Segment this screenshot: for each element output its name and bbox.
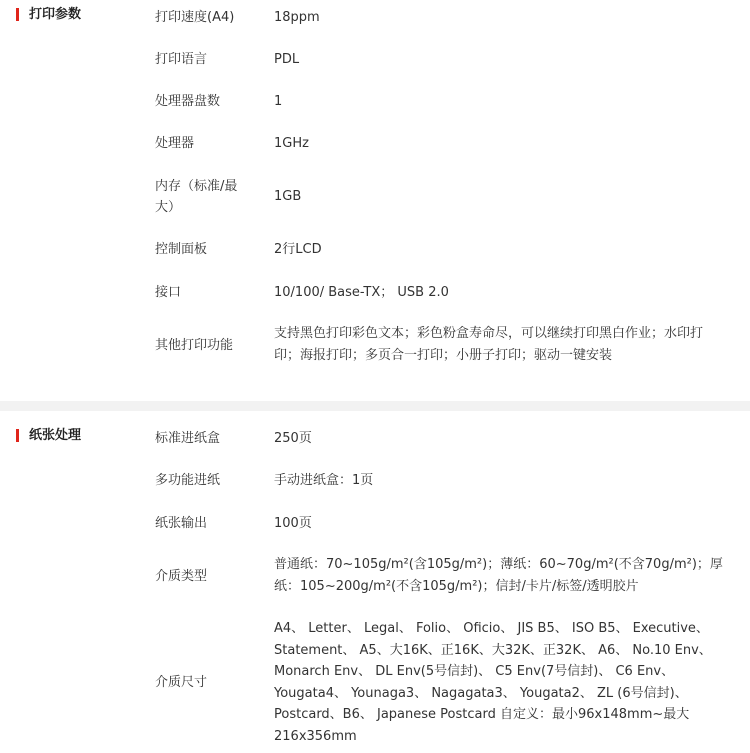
- spec-value: 1GHz: [274, 136, 309, 151]
- spec-label: 纸张输出: [155, 516, 208, 531]
- spec-value: 2行LCD: [274, 242, 322, 257]
- spec-label: 处理器盘数: [155, 94, 221, 109]
- spec-label: 接口: [155, 285, 182, 300]
- section-title: [16, 6, 81, 24]
- spec-value: 1GB: [274, 189, 302, 204]
- spec-value: 支持黑色打印彩色文本；彩色粉盒寿命尽，可以继续打印黑白作业；水印打印；海报打印；多页合一打印；小册子打印；驱动一键安装: [274, 326, 704, 363]
- spec-value: PDL: [274, 52, 300, 67]
- spec-value: 100页: [274, 516, 312, 531]
- section-title-text: 打印参数: [29, 7, 82, 22]
- section-divider: [0, 401, 750, 411]
- spec-label: 内存（标准/最大）: [155, 179, 238, 215]
- spec-value: 手动进纸盒：1页: [274, 473, 374, 488]
- section-paper-handling: [0, 411, 750, 753]
- section-title-text: 纸张处理: [29, 428, 82, 443]
- spec-label: 控制面板: [155, 242, 208, 257]
- spec-value: 18ppm: [274, 10, 320, 25]
- spec-value: 普通纸：70~105g/m²(含105g/m²)；薄纸：60~70g/m²(不含70g/m²)；厚纸：105~200g/m²(不含105g/m²)；信封/卡片/标签/透明胶片: [274, 557, 723, 594]
- spec-label: 处理器: [155, 136, 195, 151]
- accent-bar: [16, 429, 19, 442]
- spec-label: 其他打印功能: [155, 338, 234, 353]
- spec-label: 标准进纸盒: [155, 431, 221, 446]
- spec-value: 250页: [274, 431, 312, 446]
- spec-value: 1: [274, 94, 283, 109]
- spec-value: 10/100/ Base-TX； USB 2.0: [274, 285, 449, 300]
- spec-label: 介质类型: [155, 569, 208, 584]
- spec-label: 打印速度(A4): [155, 10, 235, 25]
- spec-label: 介质尺寸: [155, 675, 208, 690]
- spec-value: A4、 Letter、 Legal、 Folio、 Oficio、 JIS B5、 ISO B5、 Executive、 Statement、 A5、大16K、正16K、大32K、正32K、 A6、 No.10 Env、 Monarch Env、 DL Env(5号信封)、 C5 Env(7号信封)、 C6 Env、 Yougata4、 Younaga3、 Nagagata3、 Yougata2、 ZL (6号信封)、 Postcard、B6、 Japanese Postcard 自定义：最小96x148mm~最大216x356mm: [274, 621, 712, 744]
- spec-label: 打印语言: [155, 52, 208, 67]
- accent-bar: [16, 8, 19, 21]
- spec-label: 多功能进纸: [155, 473, 221, 488]
- section-title: [16, 427, 81, 445]
